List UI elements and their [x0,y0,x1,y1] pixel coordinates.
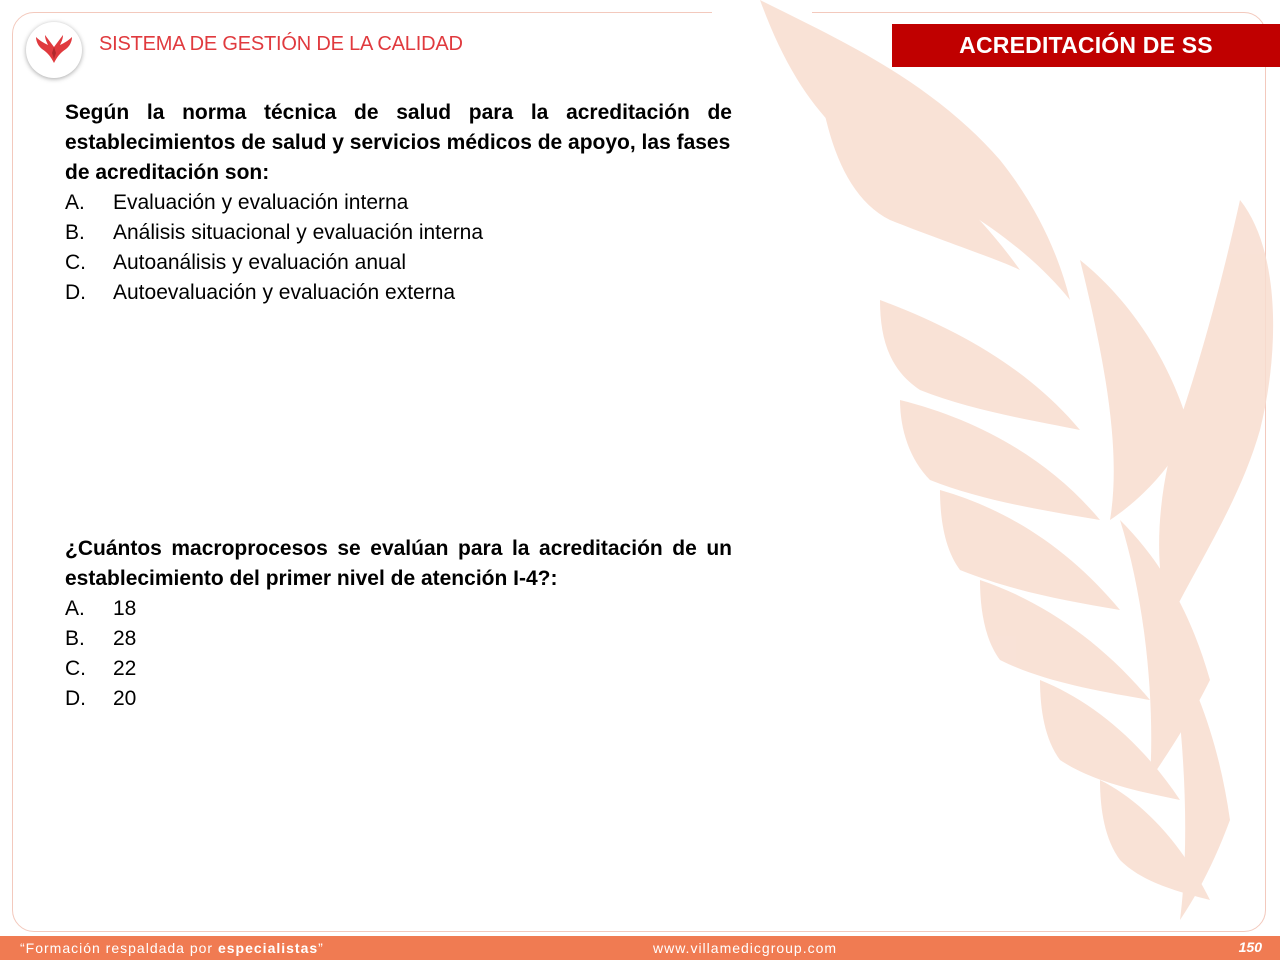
answer-options [65,188,732,308]
footer-url[interactable]: www.villamedicgroup.com [653,940,838,956]
option-text: Análisis situacional y evaluación interna [113,221,484,244]
question-stem-line: de acreditación son: [65,161,270,184]
answer-option [65,594,732,624]
tagline-bold: especialistas [217,940,319,956]
question-2 [65,534,732,714]
tagline-suffix: ” [318,940,324,956]
question-stem-line: ¿Cuántos macroprocesos se evalúan para la acreditación de un establecimiento del primer nivel de atención I-4?: [65,537,732,590]
answer-option [65,278,732,308]
question-stem [65,98,732,188]
option-text: Autoanálisis y evaluación anual [113,251,407,274]
option-letter: B. [65,627,85,650]
answer-option [65,218,732,248]
phoenix-watermark-icon [700,0,1280,936]
page-number: 150 [1238,939,1262,955]
section-badge: ACREDITACIÓN DE SS [892,24,1280,67]
answer-option [65,188,732,218]
option-letter: D. [65,281,86,304]
option-text: 22 [113,657,137,680]
option-text: Autoevaluación y evaluación externa [113,281,456,304]
option-letter: C. [65,657,86,680]
answer-option [65,624,732,654]
answer-option [65,684,732,714]
option-letter: A. [65,191,85,214]
header-title: SISTEMA DE GESTIÓN DE LA CALIDAD [99,33,463,55]
option-letter: C. [65,251,86,274]
question-stem [65,534,732,594]
option-text: 18 [113,597,137,620]
question-stem-line: Según la norma técnica de salud para la acreditación de establecimientos de salud y servicios médicos de apoyo, las fases [65,101,732,154]
option-text: 20 [113,687,137,710]
option-letter: B. [65,221,85,244]
phoenix-logo-icon [26,22,82,78]
answer-option [65,654,732,684]
option-text: 28 [113,627,137,650]
footer-bar [0,936,1280,960]
answer-options [65,594,732,714]
answer-option [65,248,732,278]
tagline-prefix: “Formación respaldada por [20,940,218,956]
option-letter: D. [65,687,86,710]
option-letter: A. [65,597,85,620]
footer-tagline [20,940,324,956]
question-1 [65,98,732,308]
option-text: Evaluación y evaluación interna [113,191,409,214]
